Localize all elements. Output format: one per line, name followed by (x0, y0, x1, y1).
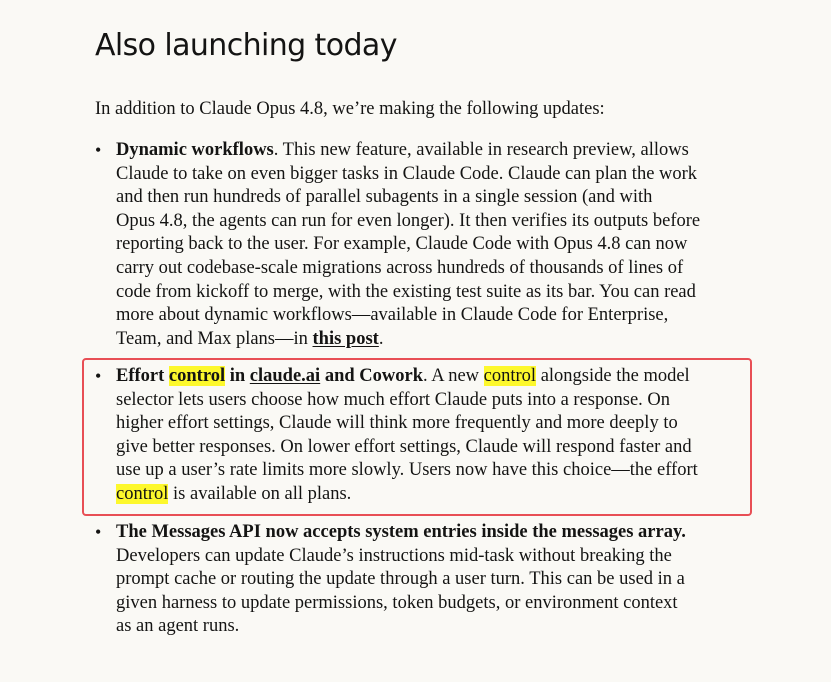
item-line (116, 139, 735, 163)
bullet: • (95, 366, 102, 386)
item-text: . A new (423, 366, 484, 386)
item-line: carry out codebase-scale migrations across hundreds of thousands of lines of (116, 257, 684, 278)
item-line: selector lets users choose how much effort Claude puts into a response. On (116, 389, 671, 410)
item-text: is available on all plans. (168, 483, 352, 504)
list-item-effort-control (95, 365, 735, 507)
item-text: . (378, 328, 384, 349)
search-highlight: control (168, 366, 226, 386)
item-line: given harness to update permissions, token budgets, or environment context (116, 592, 678, 613)
bullet: • (95, 140, 102, 160)
item-line: more about dynamic workflows—available in Claude Code for Enterprise, (116, 305, 669, 326)
item-line: Claude to take on even bigger tasks in Claude Code. Claude can plan the work (116, 163, 698, 184)
item-line: higher effort settings, Claude will think more frequently and more deeply to (116, 413, 678, 434)
item-line: Opus 4.8, the agents can run for even longer). It then verifies its outputs before (116, 210, 701, 231)
item-line (116, 483, 735, 507)
item-title: The Messages API now accepts system entries inside the messages array. (116, 522, 686, 542)
item-line (116, 365, 735, 389)
search-highlight: control (483, 366, 537, 386)
item-text: alongside the model (536, 366, 690, 386)
this-post-link[interactable]: this post (312, 328, 379, 349)
section-heading: Also launching today (95, 28, 397, 63)
list-item-messages-api (95, 521, 735, 639)
intro-paragraph: In addition to Claude Opus 4.8, we’re making the following updates: (95, 99, 605, 119)
item-line: Developers can update Claude’s instructions mid-task without breaking the (116, 545, 672, 566)
item-text: . This new feature, available in research preview, allows (273, 140, 689, 160)
item-line: and then run hundreds of parallel subagents in a single session (and with (116, 187, 653, 208)
item-line: use up a user’s rate limits more slowly. Users now have this choice—the effort (116, 460, 698, 481)
item-line: prompt cache or routing the update through a user turn. This can be used in a (116, 569, 685, 590)
item-line: give better responses. On lower effort settings, Claude will respond faster and (116, 436, 692, 457)
bullet: • (95, 522, 102, 542)
item-line: reporting back to the user. For example, Claude Code with Opus 4.8 can now (116, 234, 688, 255)
item-line: as an agent runs. (116, 616, 240, 637)
title-text: and Cowork (320, 366, 424, 386)
list-item-dynamic-workflows (95, 139, 735, 351)
item-text: Team, and Max plans—in (116, 328, 313, 349)
title-text: Effort (116, 366, 169, 386)
search-highlight: control (116, 483, 169, 504)
item-line (116, 328, 735, 352)
item-title: Dynamic workflows (116, 140, 274, 160)
title-text: in (225, 366, 250, 386)
claude-ai-link[interactable]: claude.ai (249, 366, 321, 386)
item-line: code from kickoff to merge, with the existing test suite as its bar. You can read (116, 281, 696, 302)
item-title (116, 366, 423, 386)
